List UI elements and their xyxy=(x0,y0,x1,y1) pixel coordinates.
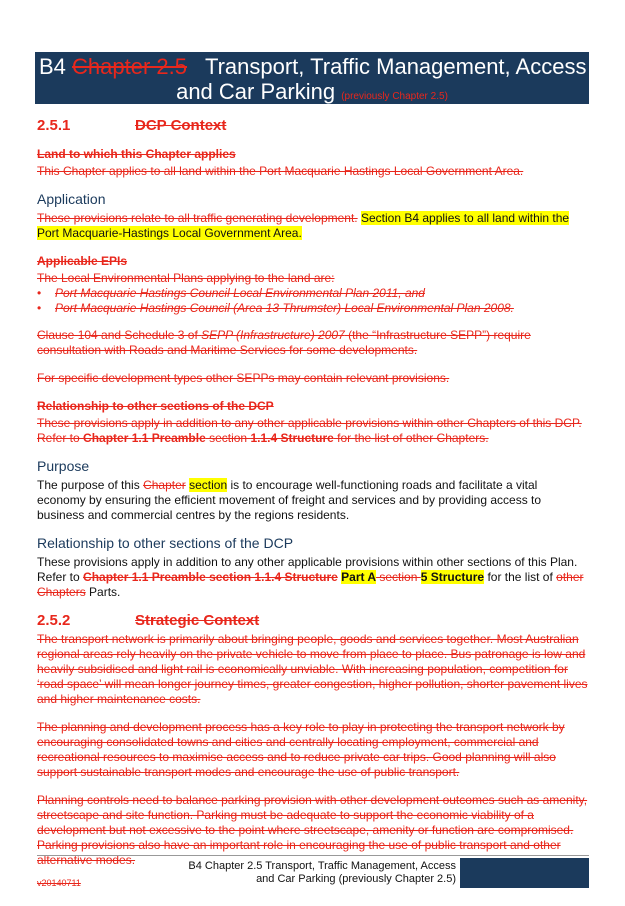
rel-old-end: for the list of other Chapters. xyxy=(333,431,489,445)
strategic-paragraph: The transport network is primarily about bringing people, goods and services together. Most Australian regional areas rely heavily on the private vehicle to move from place to place. Bus patronage is low and heavily subsidised and light rail is economically unviable. With increasing population, competition for ‘road space’ will mean longer journey times, greater congestion, higher pollution, shorter pavement lives and higher maintenance costs. xyxy=(37,632,588,706)
purpose-inserted: section xyxy=(189,478,228,492)
list-item: • Port Macquarie Hastings Council (Area 13 Thrumster) Local Environmental Plan 2008. xyxy=(37,301,589,316)
purpose-text xyxy=(37,478,589,523)
rel-new-t1: These provisions apply in addition to any other applicable provisions within other sections of this Plan. Refer to xyxy=(37,555,578,584)
banner-prefix: B4 xyxy=(39,54,66,79)
rel-old-b2: 1.1.4 Structure xyxy=(250,431,334,445)
epis-heading: Applicable EPIs xyxy=(37,254,128,268)
strategic-paragraph: The planning and development process has a key role to play in protecting the transport network by encouraging consolidated towns and cities and centrally locating employment, commercial and recreational resources to maximise access and to reduce private car trips. Good planning will also support sustainable transport modes and encourage the use of public transport. xyxy=(37,720,565,779)
banner-line-2 xyxy=(35,80,589,109)
section-title: DCP Context xyxy=(135,117,227,134)
banner-title-line1: Transport, Traffic Management, Access xyxy=(204,54,587,79)
section-title: Strategic Context xyxy=(135,612,260,629)
rel-new-ins1: Part A xyxy=(341,570,377,584)
relationship-new-heading: Relationship to other sections of the DCP xyxy=(37,535,294,551)
rel-new-d4: other Chapters xyxy=(37,570,584,599)
footer-title xyxy=(160,860,456,886)
clause-a: Clause 104 and Schedule 3 of xyxy=(37,328,202,342)
clause-c: (the “Infrastructure SEPP”) require consultation with Roads and Maritime Services for some developments. xyxy=(37,328,531,357)
epis-list xyxy=(37,286,589,316)
clause-b: SEPP (Infrastructure) 2007 xyxy=(201,328,345,342)
application-inserted: Section B4 applies to all land within the Port Macquarie-Hastings Local Government Area. xyxy=(37,211,570,240)
land-heading: Land to which this Chapter applies xyxy=(37,147,236,161)
application-heading: Application xyxy=(37,191,106,207)
banner-previously: (previously Chapter 2.5) xyxy=(341,91,448,102)
document-body xyxy=(37,114,589,881)
footer-line2: and Car Parking (previously Chapter 2.5) xyxy=(256,873,456,885)
rel-old-mid: section xyxy=(205,431,251,445)
version-label: v20140711 xyxy=(37,878,81,888)
rel-new-d1: Chapter 1.1 Preamble xyxy=(83,570,206,584)
rel-old-text1: These provisions apply in addition to any other applicable provisions within other Chapters of this DCP. Refer to xyxy=(37,416,582,445)
purpose-t2: is to encourage well-functioning roads and facilitate a vital economy by ensuring the efficient movement of freight and services and by providing access to business and commercial centres by the regions residents. xyxy=(37,478,542,522)
banner-deleted-chapter: Chapter 2.5 xyxy=(72,54,188,79)
other-sepps-text: For specific development types other SEPPs may contain relevant provisions. xyxy=(37,371,450,385)
section-heading-252 xyxy=(37,613,589,628)
land-text: This Chapter applies to all land within the Port Macquarie Hastings Local Government Area. xyxy=(37,164,524,178)
clause-104-text xyxy=(37,328,589,358)
rel-new-t2: for the list of xyxy=(484,570,557,584)
rel-old-b1: Chapter 1.1 Preamble xyxy=(83,431,206,445)
footer-line1: B4 Chapter 2.5 Transport, Traffic Management, Access xyxy=(188,860,456,872)
rel-new-ins2: 5 Structure xyxy=(420,570,485,584)
footer-rule xyxy=(37,855,589,856)
footer-color-block xyxy=(460,858,589,888)
rel-new-d3: section xyxy=(376,570,421,584)
banner-title-line2: and Car Parking xyxy=(176,79,336,104)
purpose-heading: Purpose xyxy=(37,458,90,474)
banner-line-1 xyxy=(35,52,589,80)
purpose-t1: The purpose of this xyxy=(37,478,144,492)
strategic-paragraph: Planning controls need to balance parking provision with other development outcomes such as amenity, streetscape and site function. Parking must be adequate to support the economic viability of a development but not excessive to the point where streetscape, amenity or function are compromised. Parking provisions also have an important role in encouraging the use of public transport and other alternative modes. xyxy=(37,793,588,867)
relationship-old-heading: Relationship to other sections of the DCP xyxy=(37,399,274,413)
section-heading-251 xyxy=(37,118,589,133)
application-deleted: These provisions relate to all traffic generating development. xyxy=(37,211,358,225)
epis-intro: The Local Environmental Plans applying to the land are: xyxy=(37,271,335,285)
chapter-banner xyxy=(35,52,589,104)
section-number: 2.5.1 xyxy=(37,117,71,134)
relationship-new-text xyxy=(37,555,589,600)
section-number: 2.5.2 xyxy=(37,612,71,629)
rel-new-t3: Parts. xyxy=(85,585,121,599)
application-text xyxy=(37,211,589,241)
rel-new-d2: section 1.1.4 Structure xyxy=(205,570,338,584)
purpose-deleted: Chapter xyxy=(143,478,186,492)
relationship-old-text xyxy=(37,416,589,446)
list-item: • Port Macquarie Hastings Council Local Environmental Plan 2011, and xyxy=(37,286,589,301)
